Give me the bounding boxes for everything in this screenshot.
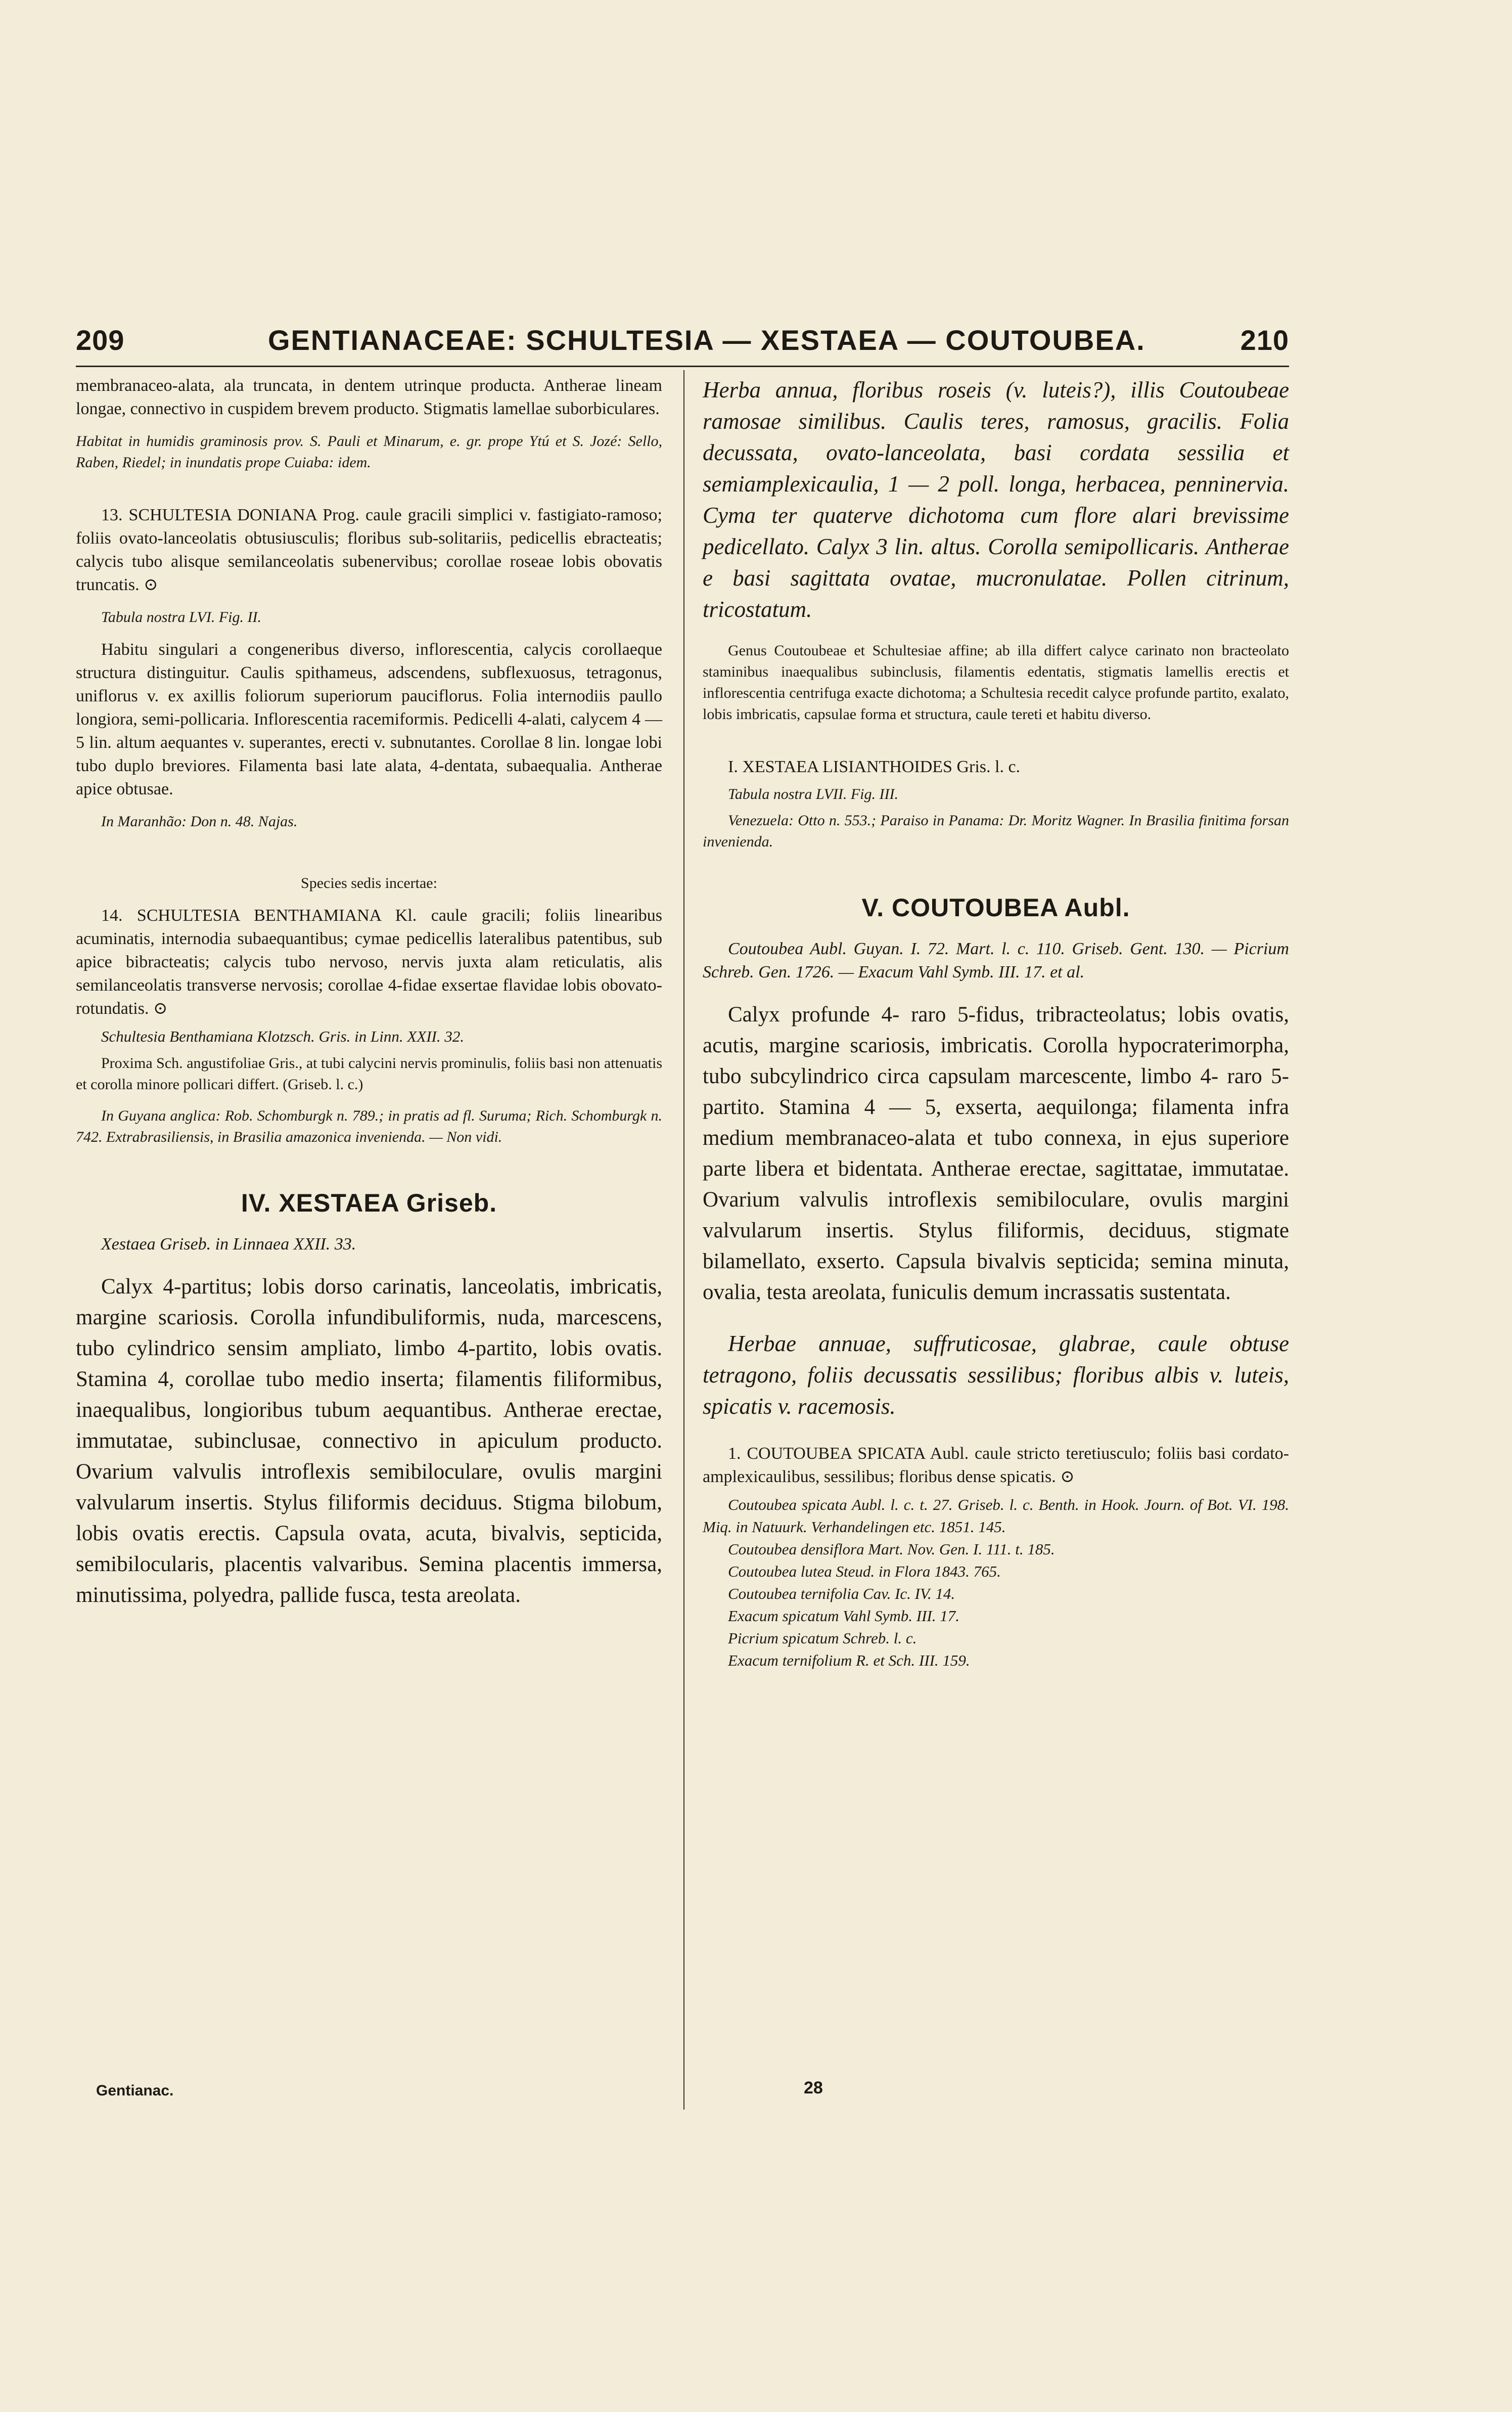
synonym-7: Exacum ternifolium R. et Sch. III. 159.	[728, 1651, 970, 1669]
coutoubea-habit: Herbae annuae, suffruticosae, glabrae, caule obtuse tetragono, foliis decussatis sessilibus; floribus albis v. luteis, spicatis v. racemosis.	[703, 1331, 1289, 1419]
genus-4-description: Calyx 4-partitus; lobis dorso carinatis, lanceolatis, imbricatis, margine scariosis. Corolla infundibuliformis, nuda, marcescens, tubo cylindrico sensim ampliato, limbo 4-partito, lobis ovatis. Stamina 4, corollae tubo medio inserta; filamentis filiformibus, inaequalibus, longioribus tubum aequantibus. Antherae erectae, immutatae, subinclusae, connectivo in apiculum producto. Ovarium valvulis introflexis semibiloculare, ovulis margini valvularum insertis. Stylus filiformis deciduus. Stigma bilobum, lobis ovatis erectis. Capsula ovata, acuta, bivalvis, septicida, semibilocularis, placentis valvaribus. Semina placentis immersa, minutissima, polyedra, pallide fusca, testa areolata.	[76, 1275, 662, 1607]
synonym-4: Coutoubea ternifolia Cav. Ic. IV. 14.	[728, 1585, 955, 1602]
continued-description: membranaceo-alata, ala truncata, in dentem utrinque producta. Antherae lineam longae, connectivo in cuspidem brevem producto. Stigmatis lamellae suborbiculares.	[76, 376, 662, 418]
species-14-locality: In Guyana anglica: Rob. Schomburgk n. 789.; in pratis ad fl. Suruma; Rich. Schomburgk n. 742. Extrabrasiliensis, in Brasilia amazonica invenienda. — Non vidi.	[76, 1107, 662, 1145]
species-13-diagnosis: 13. SCHULTESIA DONIANA Prog. caule gracili simplici v. fastigiato-ramoso; foliis ovato-lanceolatis obtusiusculis; floribus sub-solitariis, pedicellis ebracteatis; calycis tubo alisque semilanceolatis subenervibus; corollae roseae lobis obovatis truncatis. ⊙	[76, 506, 662, 594]
xestaea-species-1: I. XESTAEA LISIANTHOIDES Gris. l. c.	[728, 757, 1021, 776]
genus-5-description: Calyx profunde 4- raro 5-fidus, tribracteolatus; lobis ovatis, acutis, margine scariosis, imbricatis. Corolla hypocraterimorpha, tubo subcylindrico circa capsulam marcescente, limbo 4- raro 5-partito. Stamina 4 — 5, exserta, aequilonga; filamenta infra medium membranaceo-alata et tubo connexa, in ejus superiore parte libera et bidentata. Antherae erectae, sagittatae, immutatae. Ovarium valvulis introflexis semibiloculare, ovulis margini valvularum insertis. Stylus filiformis, deciduus, stigmate bilamellato, exserto. Capsula bivalvis septicida; semina minuta, ovalia, testa areolata, funiculis demum incrassatis sustentata.	[703, 1003, 1289, 1304]
right-column	[703, 374, 1289, 1672]
footer-signature-label: Gentianac.	[96, 2082, 174, 2099]
xestaea-locality: Venezuela: Otto n. 553.; Paraiso in Panama: Dr. Moritz Wagner. In Brasilia finitima forsan invenienda.	[703, 812, 1289, 850]
header-rule	[76, 366, 1289, 367]
running-header	[76, 324, 1289, 359]
page-number-right: 210	[1240, 324, 1289, 356]
genus-4-heading: IV. XESTAEA Griseb.	[241, 1189, 497, 1217]
coutoubea-species-1: 1. COUTOUBEA SPICATA Aubl. caule stricto teretiusculo; foliis basi cordato-amplexicaulibus, sessilibus; floribus dense spicatis. ⊙	[703, 1444, 1289, 1486]
running-title: GENTIANACEAE: SCHULTESIA — XESTAEA — COUTOUBEA.	[268, 324, 1146, 356]
synonym-6: Picrium spicatum Schreb. l. c.	[728, 1629, 917, 1647]
species-14-diagnosis: 14. SCHULTESIA BENTHAMIANA Kl. caule gracili; foliis linearibus acuminatis, internodia subaequantibus; cymae pedicellis lateralibus patentibus, sub apice bibracteatis; calycis tubo nervoso, nervis juxta alam reticulatis, alis semilanceolatis transverse nervosis; corollae 4-fidae exsertae flavidae lobis obovato-rotundatis. ⊙	[76, 906, 662, 1018]
species-14-synonym: Schultesia Benthamiana Klotzsch. Gris. in Linn. XXII. 32.	[101, 1028, 465, 1045]
genus-5-heading: V. COUTOUBEA Aubl.	[861, 894, 1130, 922]
footer-signature-number: 28	[804, 2078, 823, 2097]
left-column	[76, 374, 662, 1611]
species-13-plate: Tabula nostra LVI. Fig. II.	[101, 609, 261, 626]
synonym-3: Coutoubea lutea Steud. in Flora 1843. 765.	[728, 1562, 1001, 1580]
xestaea-plate: Tabula nostra LVII. Fig. III.	[728, 786, 898, 802]
genus-5-reference: Coutoubea Aubl. Guyan. I. 72. Mart. l. c. 110. Griseb. Gent. 130. — Picrium Schreb. Gen. 1726. — Exacum Vahl Symb. III. 17. et al.	[703, 940, 1289, 981]
genus-affinity-note: Genus Coutoubeae et Schultesiae affine; ab illa differt calyce carinato non bracteolato staminibus inaequalibus subinclusis, filamentis edentatis, stigmatis lamellis erectis et inflorescentia centrifuga exacte dichotoma; a Schultesia recedit calyce profunde partito, exalato, lobis imbricatis, capsulae forma et structura, caule tereti et habitu diverso.	[703, 642, 1289, 723]
species-14-note: Proxima Sch. angustifoliae Gris., at tubi calycini nervis prominulis, foliis basi non attenuatis et corolla minore pollicari differt. (Griseb. l. c.)	[76, 1055, 662, 1093]
synonym-2: Coutoubea densiflora Mart. Nov. Gen. I. 111. t. 185.	[728, 1540, 1055, 1558]
genus-4-reference: Xestaea Griseb. in Linnaea XXII. 33.	[101, 1235, 356, 1254]
synonym-5: Exacum spicatum Vahl Symb. III. 17.	[728, 1607, 960, 1625]
incertae-heading: Species sedis incertae:	[301, 875, 437, 891]
synonym-1: Coutoubea spicata Aubl. l. c. t. 27. Griseb. l. c. Benth. in Hook. Journ. of Bot. VI. 198. Miq. in Natuurk. Verhandelingen etc. 1851. 145.	[703, 1496, 1289, 1536]
xestaea-habit: Herba annua, floribus roseis (v. luteis?), illis Coutoubeae ramosae similibus. Caulis teres, ramosus, gracilis. Folia decussata, ovato-lanceolata, basi cordata sessilia et semiamplexicaulia, 1 — 2 poll. longa, herbacea, penninervia. Cyma ter quaterve dichotoma cum flore alari brevissime pedicellato. Calyx 3 lin. altus. Corolla semipollicaris. Antherae e basi sagittata ovatae, mucronulatae. Pollen citrinum, tricostatum.	[703, 377, 1289, 622]
species-13-locality: In Maranhão: Don n. 48. Najas.	[101, 813, 298, 830]
species-13-description: Habitu singulari a congeneribus diverso, inflorescentia, calycis corollaeque structura distinguitur. Caulis spithameus, adscendens, subflexuosus, tetragonus, uniflorus v. ex axillis foliorum superiorum pauciflorus. Folia internodiis paullo longiora, semi-pollicaria. Inflorescentia racemiformis. Pedicelli 4-alati, calycem 4 — 5 lin. altum aequantes v. superantes, erecti v. subnutantes. Corollae 8 lin. longae lobi tubo duplo breviores. Filamenta basi late alata, 4-dentata, subaequalia. Antherae apice obtusae.	[76, 640, 662, 798]
column-divider	[683, 370, 684, 2110]
page-number-left: 209	[76, 324, 125, 356]
habitat-paragraph: Habitat in humidis graminosis prov. S. Pauli et Minarum, e. gr. prope Ytú et S. Jozé: Sello, Raben, Riedel; in inundatis prope Cuiaba: idem.	[76, 433, 662, 471]
